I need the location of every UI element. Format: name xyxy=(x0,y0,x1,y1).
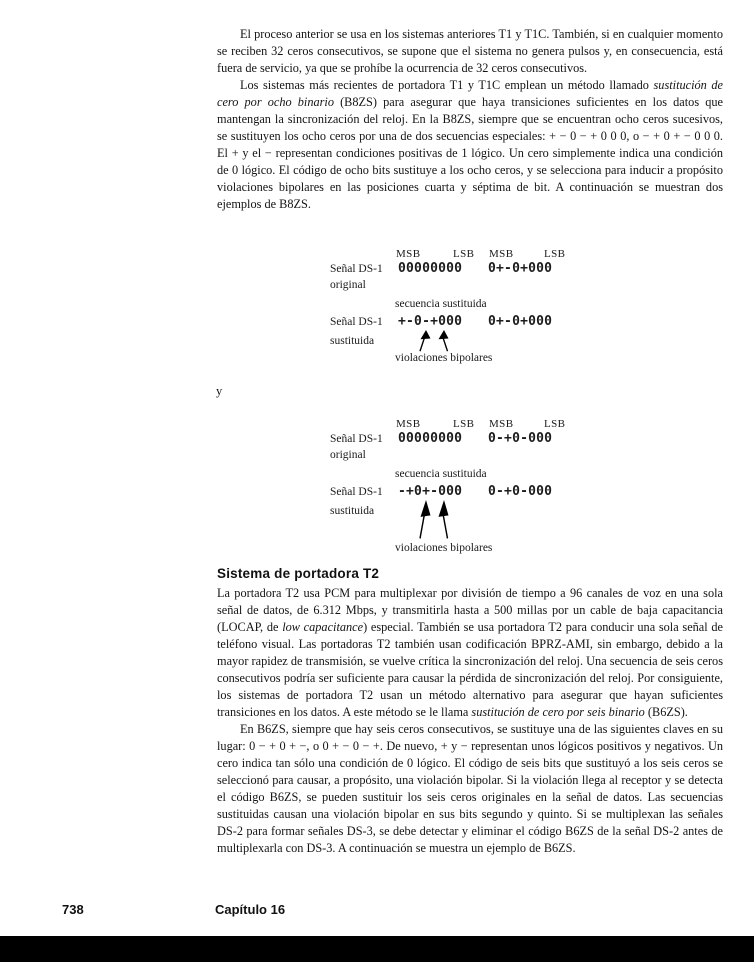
connector-y: y xyxy=(216,384,223,398)
paragraph-b6zs: En B6ZS, siempre que hay seis ceros consecutivos, se sustituye una de las siguientes claves en su lugar: 0 − + 0 + −, o 0 + − 0 − +. De nuevo, + y − representan unos lógicos positivos y negativos. Un cero indica tan sólo una condición de 0 lógico. El código de seis bits que sustituyó a los seis ceros se seleccionó para causar, a propósito, una violación bipolar. Si la violación llega al receptor y se detecta el código B6ZS, se pueden sustituir los seis ceros originales en la señal de datos. Las secuencias sustituidas causan una violación bipolar en sus bits segundo y quinto. Si se multiplexan las señales DS-2 para formar señales DS-3, se debe detectar y eliminar el código B6ZS de la señal DS-2 antes de multiplexarla con DS-3. A continuación se muestra un ejemplo de B6ZS. xyxy=(217,722,723,855)
row-label-original: Señal DS-1 xyxy=(330,263,383,275)
bit-header-msb-2: MSB xyxy=(489,248,514,260)
section-heading: Sistema de portadora T2 xyxy=(217,566,380,581)
bit-header-msb-1: MSB xyxy=(396,418,421,430)
bit-header-msb-1: MSB xyxy=(396,248,421,260)
row-label-original-2: original xyxy=(330,279,366,291)
row-label-original: Señal DS-1 xyxy=(330,433,383,445)
bit-header-msb-2: MSB xyxy=(489,418,514,430)
substituted-code-2: 0-+0-000 xyxy=(488,484,553,499)
bipolar-violations-label: violaciones bipolares xyxy=(395,352,493,364)
substituted-code-1: -+0+-000 xyxy=(398,484,463,499)
page-number: 738 xyxy=(62,902,84,917)
original-code-1: 00000000 xyxy=(398,261,463,276)
text-block-b8zs xyxy=(217,26,723,213)
bipolar-violations-label: violaciones bipolares xyxy=(395,542,493,554)
b8zs-example-2 xyxy=(0,416,754,566)
bipolar-violation-arrows-icon xyxy=(413,330,463,352)
original-code-1: 00000000 xyxy=(398,431,463,446)
row-label-original-2: original xyxy=(330,449,366,461)
row-label-substituted-2: sustituida xyxy=(330,505,375,517)
original-code-2: 0+-0+000 xyxy=(488,261,553,276)
paragraph-b8zs: Los sistemas más recientes de portadora T1 y T1C emplean un método llamado sustitución de cero por ocho binario (B8ZS) para asegurar que haya transiciones suficientes en los datos que mantengan la sincronización del reloj. En la B8ZS, siempre que se encuentran ocho ceros sucesivos, se sustituyen los ocho ceros por una de dos secuencias especiales: + − 0 − + 0 0 0, o − + 0 + − 0 0 0. El + y el − representan condiciones positivas de 1 lógico. Un cero simplemente indica una condición de 0 lógico. El código de ocho bits sustituye a los ocho ceros, y se selecciona para inducir a propósito violaciones bipolares en las posiciones cuarta y séptima de bit. A continuación se muestran dos ejemplos de B8ZS. xyxy=(217,78,723,211)
bit-header-lsb-1: LSB xyxy=(453,418,475,430)
scan-bottom-bar xyxy=(0,936,754,962)
chapter-label: Capítulo 16 xyxy=(215,902,286,917)
bit-header-lsb-1: LSB xyxy=(453,248,475,260)
paragraph-t1-32-zeros: El proceso anterior se usa en los sistemas anteriores T1 y T1C. También, si en cualquier momento se reciben 32 ceros consecutivos, se supone que el sistema no genera pulsos y, en consecuencia, está fuera de servicio, ya que se prohíbe la ocurrencia de 32 ceros consecutivos. xyxy=(217,27,723,75)
substituted-sequence-note: secuencia sustituida xyxy=(395,468,487,480)
row-label-substituted: Señal DS-1 xyxy=(330,486,383,498)
original-code-2: 0-+0-000 xyxy=(488,431,553,446)
paragraph-t2-intro: La portadora T2 usa PCM para multiplexar por división de tiempo a 96 canales de voz en una sola señal de datos, de 6.312 Mbps, y transmitirla hasta a 500 millas por un cable de baja capacitancia (LOCAP, de low capacitance) especial. También se usa portadora T2 para conducir una sola señal de teléfono visual. Las portadoras T2 también usan codificación BPRZ-AMI, sin embargo, debido a la mayor rapidez de transmisión, se vuelve crítica la sincronización del reloj. Una secuencia de seis ceros consecutivos podría ser suficiente para causar la pérdida de sincronización del reloj. Por consiguiente, los sistemas de portadora T2 usan un método alternativo para asegurar que hayan suficientes transiciones en los datos. A este método se le llama sustitución de cero por seis binario (B6ZS). xyxy=(217,586,724,719)
bit-header-lsb-2: LSB xyxy=(544,418,566,430)
row-label-substituted-2: sustituida xyxy=(330,335,375,347)
b8zs-example-1 xyxy=(0,246,754,396)
substituted-code-2: 0+-0+000 xyxy=(488,314,553,329)
substituted-sequence-note: secuencia sustituida xyxy=(395,298,487,310)
row-label-substituted: Señal DS-1 xyxy=(330,316,383,328)
bit-header-lsb-2: LSB xyxy=(544,248,566,260)
bipolar-violation-arrows-icon xyxy=(413,500,463,540)
text-block-t2 xyxy=(217,585,723,857)
substituted-code-1: +-0-+000 xyxy=(398,314,463,329)
